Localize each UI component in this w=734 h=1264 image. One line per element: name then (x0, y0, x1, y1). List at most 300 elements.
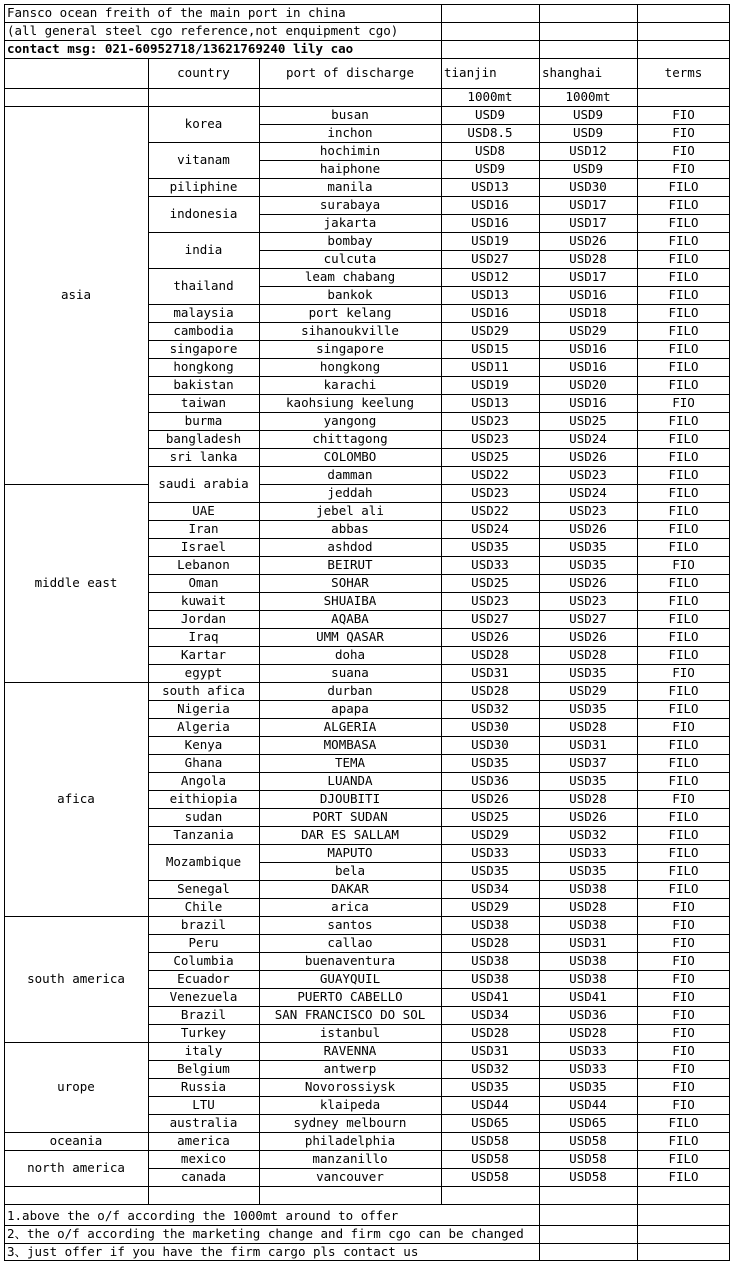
country-cell: brazil (180, 916, 227, 932)
country-cell: Jordan (180, 610, 227, 626)
port-cell: ashdod (327, 538, 373, 554)
grid-row-line (148, 664, 259, 665)
country-cell: LTU (192, 1096, 215, 1112)
grid-row-line (148, 1096, 259, 1097)
port-cell: bela (334, 862, 366, 878)
grid-row-line (259, 214, 730, 215)
grid-row-line (259, 1096, 730, 1097)
port-cell: hongkong (319, 358, 381, 374)
tianjin-rate-cell: USD23 (471, 592, 509, 608)
tianjin-rate-cell: USD23 (471, 412, 509, 428)
grid-row-line (259, 646, 730, 647)
shanghai-rate-cell: USD12 (569, 142, 607, 158)
grid-row-line (259, 502, 730, 503)
tianjin-rate-cell: USD34 (471, 880, 509, 896)
grid-row-line (4, 1186, 148, 1187)
grid-row-line (4, 106, 730, 107)
tianjin-rate-cell: USD38 (471, 970, 509, 986)
contact-line: contact msg: 021-60952718/13621769240 lily cao (7, 40, 354, 56)
country-cell: south afica (162, 682, 245, 698)
grid-row-line (148, 358, 259, 359)
tianjin-rate-cell: USD34 (471, 1006, 509, 1022)
grid-row-line (259, 1024, 730, 1025)
port-cell: manila (327, 178, 373, 194)
tianjin-rate-cell: USD25 (471, 448, 509, 464)
grid-row-line (259, 682, 730, 683)
terms-cell: FILO (668, 286, 699, 302)
terms-cell: FIO (672, 718, 695, 734)
tianjin-rate-cell: USD16 (471, 304, 509, 320)
tianjin-rate-cell: USD25 (471, 808, 509, 824)
country-cell: Nigeria (177, 700, 230, 716)
shanghai-rate-cell: USD23 (569, 502, 607, 518)
grid-row-line (259, 430, 730, 431)
grid-row-line (259, 610, 730, 611)
terms-cell: FILO (668, 178, 699, 194)
tianjin-unit: 1000mt (467, 88, 513, 104)
port-cell: TEMA (334, 754, 366, 770)
port-cell: vancouver (316, 1168, 384, 1184)
port-cell: damman (327, 466, 373, 482)
port-cell: AQABA (331, 610, 369, 626)
port-cell: DAR ES SALLAM (301, 826, 399, 842)
tianjin-rate-cell: USD35 (471, 754, 509, 770)
country-cell: Mozambique (165, 853, 242, 869)
grid-row-line (259, 466, 730, 467)
grid-row-line (148, 142, 259, 143)
grid-row-line (148, 808, 259, 809)
tianjin-rate-cell: USD31 (471, 1042, 509, 1058)
shanghai-rate-cell: USD35 (569, 664, 607, 680)
tianjin-rate-cell: USD28 (471, 934, 509, 950)
country-cell: Belgium (177, 1060, 230, 1076)
grid-col-line (148, 1186, 149, 1204)
port-cell: RAVENNA (323, 1042, 377, 1058)
tianjin-rate-cell: USD58 (471, 1168, 509, 1184)
tianjin-rate-cell: USD26 (471, 628, 509, 644)
shanghai-rate-cell: USD16 (569, 340, 607, 356)
grid-row-line (259, 1114, 730, 1115)
terms-cell: FILO (668, 376, 699, 392)
terms-cell: FILO (668, 574, 699, 590)
grid-col-line (441, 1186, 442, 1204)
terms-cell: FILO (668, 772, 699, 788)
tianjin-rate-cell: USD13 (471, 394, 509, 410)
port-cell: jebel ali (316, 502, 384, 518)
tianjin-rate-cell: USD65 (471, 1114, 509, 1130)
tianjin-rate-cell: USD36 (471, 772, 509, 788)
grid-border-left (4, 4, 5, 1261)
grid-row-line (259, 898, 730, 899)
terms-cell: FILO (668, 502, 699, 518)
grid-row-line (259, 1150, 730, 1151)
tianjin-rate-cell: USD19 (471, 376, 509, 392)
port-cell: bombay (327, 232, 373, 248)
terms-cell: FIO (672, 556, 695, 572)
terms-cell: FIO (672, 1096, 695, 1112)
port-cell: leam chabang (304, 268, 396, 284)
country-cell: cambodia (173, 322, 234, 338)
grid-row-line (259, 160, 730, 161)
region-cell: oceania (49, 1132, 103, 1148)
grid-col-line (539, 4, 540, 58)
grid-row-line (4, 22, 730, 23)
tianjin-rate-cell: USD30 (471, 718, 509, 734)
terms-cell: FIO (672, 916, 695, 932)
port-cell: callao (327, 934, 373, 950)
shanghai-rate-cell: USD27 (569, 610, 607, 626)
tianjin-rate-cell: USD35 (471, 862, 509, 878)
terms-cell: FILO (668, 700, 699, 716)
terms-cell: FIO (672, 106, 695, 122)
port-cell: PORT SUDAN (312, 808, 388, 824)
grid-row-line (259, 862, 730, 863)
country-cell: thailand (173, 277, 234, 293)
shanghai-rate-cell: USD24 (569, 430, 607, 446)
grid-row-line (148, 610, 259, 611)
country-cell: taiwan (180, 394, 227, 410)
tianjin-rate-cell: USD30 (471, 736, 509, 752)
grid-row-line (259, 988, 730, 989)
port-cell: abbas (331, 520, 369, 536)
terms-cell: FIO (672, 1024, 695, 1040)
terms-cell: FILO (668, 1132, 699, 1148)
tianjin-rate-cell: USD24 (471, 520, 509, 536)
port-cell: MOMBASA (323, 736, 377, 752)
shanghai-rate-cell: USD31 (569, 934, 607, 950)
terms-cell: FILO (668, 232, 699, 248)
terms-cell: FILO (668, 520, 699, 536)
grid-row-line (148, 754, 259, 755)
grid-row-line (259, 970, 730, 971)
shanghai-rate-cell: USD38 (569, 916, 607, 932)
country-cell: Venezuela (169, 988, 238, 1004)
shanghai-rate-cell: USD17 (569, 214, 607, 230)
tianjin-rate-cell: USD16 (471, 214, 509, 230)
tianjin-rate-cell: USD15 (471, 340, 509, 356)
country-cell: Peru (188, 934, 219, 950)
terms-cell: FIO (672, 394, 695, 410)
port-cell: sihanoukville (301, 322, 399, 338)
shanghai-rate-cell: USD16 (569, 394, 607, 410)
port-cell: SAN FRANCISCO DO SOL (274, 1006, 426, 1022)
tianjin-rate-cell: USD22 (471, 466, 509, 482)
shanghai-rate-cell: USD37 (569, 754, 607, 770)
shanghai-rate-cell: USD58 (569, 1150, 607, 1166)
sheet-note: (all general steel cgo reference,not enquipment cgo) (7, 22, 399, 38)
grid-row-line (259, 628, 730, 629)
grid-row-line (259, 1186, 730, 1187)
port-cell: ALGERIA (323, 718, 377, 734)
shanghai-rate-cell: USD29 (569, 322, 607, 338)
country-cell: vitanam (177, 151, 230, 167)
shanghai-rate-cell: USD9 (572, 106, 604, 122)
sheet-title: Fansco ocean freith of the main port in china (7, 4, 346, 20)
grid-row-line (259, 250, 730, 251)
tianjin-rate-cell: USD41 (471, 988, 509, 1004)
country-cell: america (177, 1132, 230, 1148)
grid-border-top (4, 4, 730, 5)
grid-row-line (148, 1006, 259, 1007)
region-cell: middle east (34, 574, 118, 590)
grid-row-line (259, 232, 730, 233)
port-cell: istanbul (319, 1024, 381, 1040)
terms-cell: FIO (672, 898, 695, 914)
shanghai-rate-cell: USD33 (569, 844, 607, 860)
grid-row-line (148, 1114, 259, 1115)
shanghai-rate-cell: USD26 (569, 520, 607, 536)
grid-col-line (637, 4, 638, 58)
shanghai-rate-cell: USD36 (569, 1006, 607, 1022)
grid-row-line (259, 1132, 730, 1133)
shanghai-rate-cell: USD26 (569, 232, 607, 248)
shanghai-rate-cell: USD25 (569, 412, 607, 428)
grid-row-line (259, 952, 730, 953)
country-cell: Lebanon (177, 556, 230, 572)
country-cell: kuwait (180, 592, 227, 608)
port-cell: surabaya (319, 196, 381, 212)
grid-row-line (148, 520, 259, 521)
country-cell: bakistan (173, 376, 234, 392)
terms-cell: FIO (672, 664, 695, 680)
shanghai-rate-cell: USD35 (569, 772, 607, 788)
terms-cell: FIO (672, 1078, 695, 1094)
grid-row-line (259, 844, 730, 845)
shanghai-rate-cell: USD24 (569, 484, 607, 500)
grid-col-line (148, 58, 149, 106)
terms-cell: FIO (672, 970, 695, 986)
grid-col-line (539, 58, 540, 106)
grid-row-line (148, 556, 259, 557)
header-shanghai: shanghai (542, 64, 603, 80)
terms-cell: FIO (672, 1060, 695, 1076)
shanghai-rate-cell: USD30 (569, 178, 607, 194)
grid-row-line (259, 1042, 730, 1043)
tianjin-rate-cell: USD12 (471, 268, 509, 284)
country-cell: UAE (192, 502, 215, 518)
port-cell: santos (327, 916, 373, 932)
tianjin-rate-cell: USD58 (471, 1132, 509, 1148)
terms-cell: FIO (672, 934, 695, 950)
terms-cell: FIO (672, 1006, 695, 1022)
port-cell: PUERTO CABELLO (297, 988, 403, 1004)
port-cell: GUAYQUIL (319, 970, 381, 986)
grid-row-line (148, 538, 259, 539)
tianjin-rate-cell: USD23 (471, 484, 509, 500)
tianjin-rate-cell: USD38 (471, 952, 509, 968)
port-cell: BEIRUT (327, 556, 373, 572)
shanghai-rate-cell: USD20 (569, 376, 607, 392)
shanghai-rate-cell: USD28 (569, 718, 607, 734)
grid-row-line (148, 574, 259, 575)
shanghai-rate-cell: USD17 (569, 268, 607, 284)
shanghai-rate-cell: USD18 (569, 304, 607, 320)
grid-row-line (148, 952, 259, 953)
terms-cell: FILO (668, 862, 699, 878)
tianjin-rate-cell: USD13 (471, 286, 509, 302)
tianjin-rate-cell: USD26 (471, 790, 509, 806)
terms-cell: FIO (672, 988, 695, 1004)
grid-row-line (259, 754, 730, 755)
grid-row-line (148, 628, 259, 629)
port-cell: hochimin (319, 142, 381, 158)
tianjin-rate-cell: USD22 (471, 502, 509, 518)
shanghai-rate-cell: USD38 (569, 952, 607, 968)
shanghai-rate-cell: USD44 (569, 1096, 607, 1112)
grid-row-line (259, 268, 730, 269)
port-cell: haiphone (319, 160, 381, 176)
country-cell: burma (184, 412, 223, 428)
terms-cell: FILO (668, 880, 699, 896)
grid-row-line (148, 466, 259, 467)
grid-border-right (729, 4, 730, 1261)
grid-row-line (148, 1186, 259, 1187)
terms-cell: FILO (668, 1150, 699, 1166)
tianjin-rate-cell: USD8 (474, 142, 506, 158)
tianjin-rate-cell: USD8.5 (467, 124, 513, 140)
tianjin-rate-cell: USD29 (471, 322, 509, 338)
grid-row-line (148, 718, 259, 719)
grid-row-line (259, 412, 730, 413)
grid-row-line (148, 592, 259, 593)
port-cell: antwerp (323, 1060, 377, 1076)
grid-row-line (148, 340, 259, 341)
shanghai-rate-cell: USD28 (569, 898, 607, 914)
shanghai-unit: 1000mt (565, 88, 611, 104)
port-cell: suana (331, 664, 369, 680)
shanghai-rate-cell: USD32 (569, 826, 607, 842)
grid-row-line (148, 826, 259, 827)
port-cell: LUANDA (327, 772, 373, 788)
terms-cell: FILO (668, 484, 699, 500)
grid-row-line (259, 1060, 730, 1061)
country-cell: Russia (180, 1078, 227, 1094)
shanghai-rate-cell: USD26 (569, 448, 607, 464)
tianjin-rate-cell: USD9 (474, 160, 506, 176)
footer-note-1: 1.above the o/f according the 1000mt around to offer (7, 1207, 399, 1223)
header-port: port of discharge (286, 64, 414, 80)
country-cell: malaysia (173, 304, 234, 320)
grid-row-line (259, 1006, 730, 1007)
port-cell: jeddah (327, 484, 373, 500)
tianjin-rate-cell: USD28 (471, 1024, 509, 1040)
port-cell: jakarta (323, 214, 377, 230)
shanghai-rate-cell: USD23 (569, 592, 607, 608)
port-cell: yangong (323, 412, 377, 428)
header-terms: terms (664, 64, 703, 80)
country-cell: egypt (184, 664, 223, 680)
tianjin-rate-cell: USD9 (474, 106, 506, 122)
grid-row-line (4, 916, 148, 917)
country-cell: sudan (184, 808, 223, 824)
shanghai-rate-cell: USD26 (569, 628, 607, 644)
country-cell: Brazil (180, 1006, 227, 1022)
tianjin-rate-cell: USD32 (471, 1060, 509, 1076)
terms-cell: FILO (668, 466, 699, 482)
shanghai-rate-cell: USD35 (569, 700, 607, 716)
grid-row-line (148, 430, 259, 431)
country-cell: sri lanka (169, 448, 238, 464)
country-cell: Oman (188, 574, 219, 590)
country-cell: Ghana (184, 754, 223, 770)
shanghai-rate-cell: USD31 (569, 736, 607, 752)
country-cell: Israel (180, 538, 227, 554)
country-cell: Senegal (177, 880, 230, 896)
grid-row-line (259, 178, 730, 179)
shanghai-rate-cell: USD9 (572, 124, 604, 140)
port-cell: singapore (316, 340, 384, 356)
tianjin-rate-cell: USD19 (471, 232, 509, 248)
terms-cell: FILO (668, 682, 699, 698)
terms-cell: FILO (668, 754, 699, 770)
terms-cell: FILO (668, 196, 699, 212)
country-cell: indonesia (169, 205, 238, 221)
grid-row-line (148, 646, 259, 647)
country-cell: Tanzania (173, 826, 234, 842)
grid-row-line (259, 826, 730, 827)
grid-row-line (259, 286, 730, 287)
header-tianjin: tianjin (444, 64, 497, 80)
tianjin-rate-cell: USD11 (471, 358, 509, 374)
grid-row-line (148, 700, 259, 701)
grid-row-line (148, 268, 259, 269)
port-cell: SHUAIBA (323, 592, 377, 608)
grid-row-line (148, 772, 259, 773)
region-cell: south america (27, 970, 125, 986)
shanghai-rate-cell: USD33 (569, 1060, 607, 1076)
footer-note-2: 2、the o/f according the marketing change and firm cgo can be changed (7, 1225, 524, 1241)
country-cell: singapore (169, 340, 238, 356)
region-cell: urope (57, 1078, 95, 1094)
grid-row-line (259, 718, 730, 719)
grid-row-line (4, 40, 730, 41)
terms-cell: FILO (668, 808, 699, 824)
country-cell: Kenya (184, 736, 223, 752)
grid-row-line (4, 88, 730, 89)
grid-row-line (259, 484, 730, 485)
country-cell: italy (184, 1042, 223, 1058)
country-cell: mexico (180, 1150, 227, 1166)
grid-col-line (539, 1186, 540, 1204)
footer-note-3: 3、just offer if you have the firm cargo pls contact us (7, 1243, 419, 1259)
grid-row-line (148, 988, 259, 989)
grid-col-line (637, 1204, 638, 1261)
port-cell: karachi (323, 376, 377, 392)
port-cell: manzanillo (312, 1150, 388, 1166)
grid-row-line (148, 1024, 259, 1025)
tianjin-rate-cell: USD27 (471, 250, 509, 266)
terms-cell: FIO (672, 952, 695, 968)
shanghai-rate-cell: USD35 (569, 862, 607, 878)
tianjin-rate-cell: USD25 (471, 574, 509, 590)
tianjin-rate-cell: USD35 (471, 1078, 509, 1094)
country-cell: Angola (180, 772, 227, 788)
tianjin-rate-cell: USD33 (471, 844, 509, 860)
grid-row-line (259, 574, 730, 575)
grid-row-line (259, 394, 730, 395)
country-cell: Algeria (177, 718, 230, 734)
terms-cell: FIO (672, 142, 695, 158)
grid-row-line (259, 376, 730, 377)
grid-row-line (259, 520, 730, 521)
grid-row-line (259, 304, 730, 305)
grid-row-line (148, 232, 259, 233)
port-cell: buenaventura (304, 952, 396, 968)
port-cell: durban (327, 682, 373, 698)
terms-cell: FILO (668, 358, 699, 374)
terms-cell: FILO (668, 412, 699, 428)
terms-cell: FILO (668, 592, 699, 608)
